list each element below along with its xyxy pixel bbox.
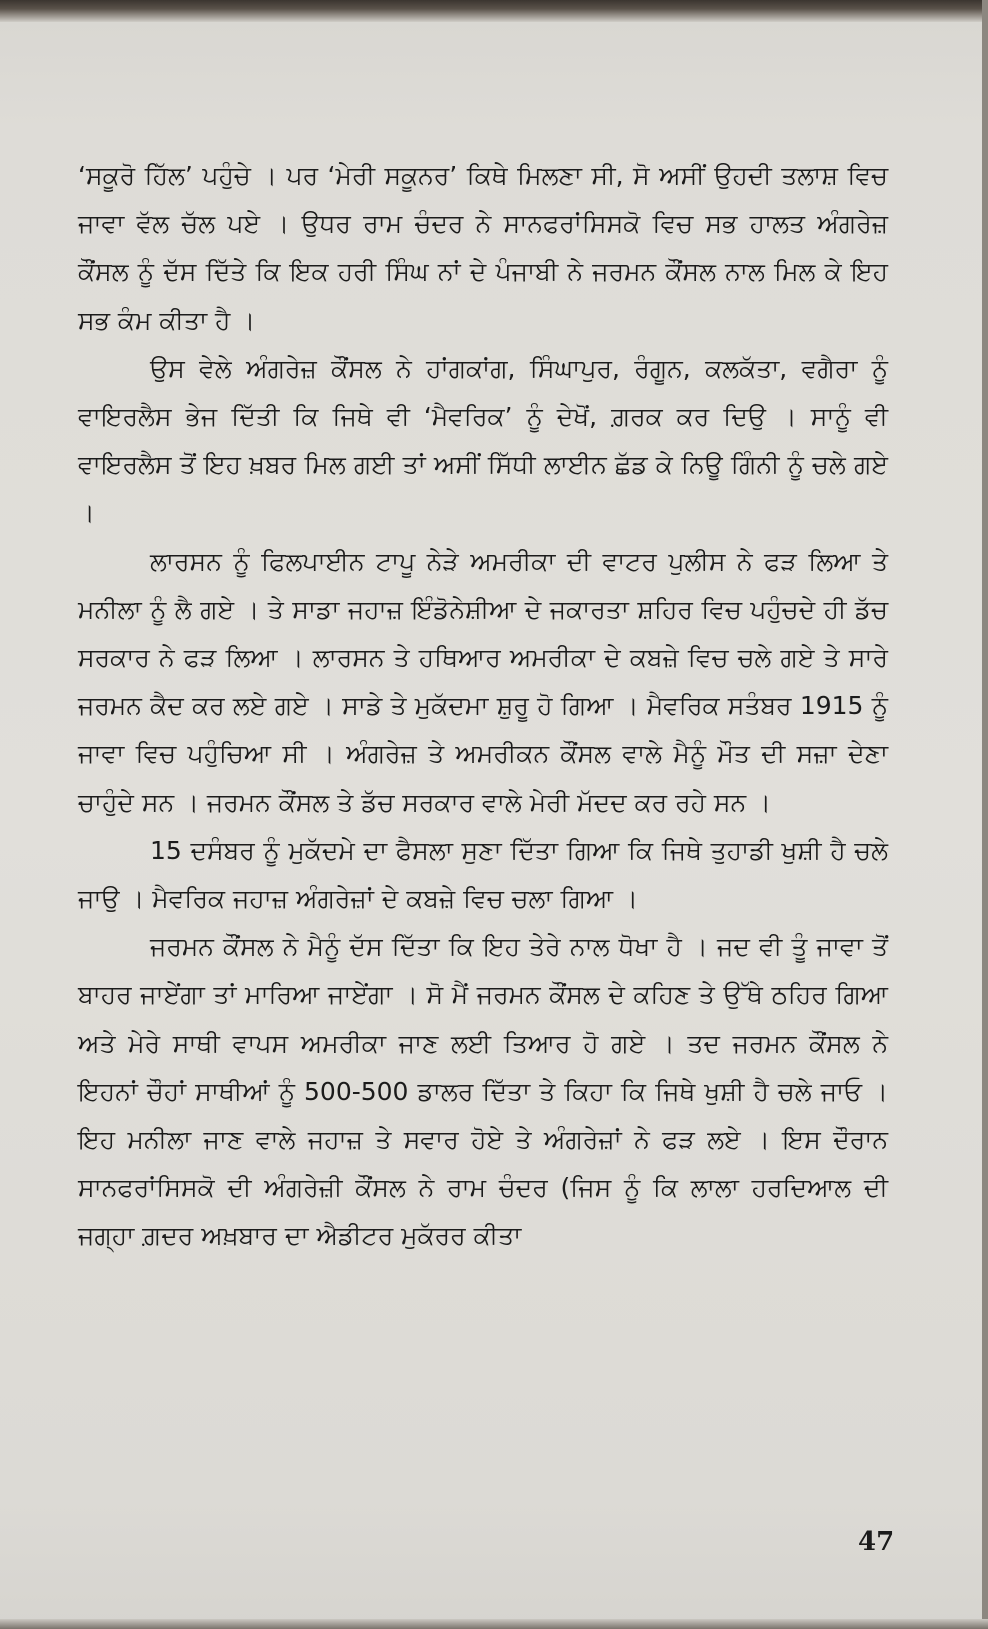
paragraph-1: ‘ਸਕੂਰੋ ਹਿੱਲ’ ਪਹੁੰਚੇ । ਪਰ ‘ਮੇਰੀ ਸਕੂਨਰ’ ਕਿਥੇ ਮਿਲਣਾ ਸੀ, ਸੋ ਅਸੀਂ ਉਹਦੀ ਤਲਾਸ਼ ਵਿਚ ਜਾਵਾ ਵੱਲ ਚੱਲ ਪਏ । ਉਧਰ ਰਾਮ ਚੰਦਰ ਨੇ ਸਾਨਫਰਾਂਸਿਸਕੋ ਵਿਚ ਸਭ ਹਾਲਤ ਅੰਗਰੇਜ਼ ਕੌਂਸਲ ਨੂੰ ਦੱਸ ਦਿੱਤੇ ਕਿ ਇਕ ਹਰੀ ਸਿੰਘ ਨਾਂ ਦੇ ਪੰਜਾਬੀ ਨੇ ਜਰਮਨ ਕੌਂਸਲ ਨਾਲ ਮਿਲ ਕੇ ਇਹ ਸਭ ਕੰਮ ਕੀਤਾ ਹੈ । (78, 161, 888, 335)
page-top-edge (0, 0, 988, 22)
page-number: 47 (858, 1527, 895, 1557)
page-bottom-edge (0, 1619, 988, 1629)
paragraph-5: ਜਰਮਨ ਕੌਂਸਲ ਨੇ ਮੈਨੂੰ ਦੱਸ ਦਿੱਤਾ ਕਿ ਇਹ ਤੇਰੇ ਨਾਲ ਧੋਖਾ ਹੈ । ਜਦ ਵੀ ਤੂੰ ਜਾਵਾ ਤੋਂ ਬਾਹਰ ਜਾਏਂਗਾ ਤਾਂ ਮਾਰਿਆ ਜਾਏਂਗਾ । ਸੋ ਮੈਂ ਜਰਮਨ ਕੌਂਸਲ ਦੇ ਕਹਿਣ ਤੇ ਉੱਥੇ ਠਹਿਰ ਗਿਆ ਅਤੇ ਮੇਰੇ ਸਾਥੀ ਵਾਪਸ ਅਮਰੀਕਾ ਜਾਣ ਲਈ ਤਿਆਰ ਹੋ ਗਏ । ਤਦ ਜਰਮਨ ਕੌਂਸਲ ਨੇ ਇਹਨਾਂ ਚੌਹਾਂ ਸਾਥੀਆਂ ਨੂੰ 500-500 ਡਾਲਰ ਦਿੱਤਾ ਤੇ ਕਿਹਾ ਕਿ ਜਿਥੇ ਖੁਸ਼ੀ ਹੈ ਚਲੇ ਜਾਓ । ਇਹ ਮਨੀਲਾ ਜਾਣ ਵਾਲੇ ਜਹਾਜ਼ ਤੇ ਸਵਾਰ ਹੋਏ ਤੇ ਅੰਗਰੇਜ਼ਾਂ ਨੇ ਫੜ ਲਏ । ਇਸ ਦੌਰਾਨ ਸਾਨਫਰਾਂਸਿਸਕੋ ਦੀ ਅੰਗਰੇਜ਼ੀ ਕੌਂਸਲ ਨੇ ਰਾਮ ਚੰਦਰ (ਜਿਸ ਨੂੰ ਕਿ ਲਾਲਾ ਹਰਦਿਆਲ ਦੀ ਜਗ੍ਹਾ ਗ਼ਦਰ ਅਖ਼ਬਾਰ ਦਾ ਐਡੀਟਰ ਮੁਕੱਰਰ ਕੀਤਾ (78, 932, 888, 1251)
paragraph-4: 15 ਦਸੰਬਰ ਨੂੰ ਮੁਕੱਦਮੇ ਦਾ ਫੈਸਲਾ ਸੁਣਾ ਦਿੱਤਾ ਗਿਆ ਕਿ ਜਿਥੇ ਤੁਹਾਡੀ ਖੁਸ਼ੀ ਹੈ ਚਲੇ ਜਾਉ । ਮੈਵਰਿਕ ਜਹਾਜ਼ ਅੰਗਰੇਜ਼ਾਂ ਦੇ ਕਬਜ਼ੇ ਵਿਚ ਚਲਾ ਗਿਆ । (78, 835, 888, 914)
paragraph-3: ਲਾਰਸਨ ਨੂੰ ਫਿਲਪਾਈਨ ਟਾਪੂ ਨੇੜੇ ਅਮਰੀਕਾ ਦੀ ਵਾਟਰ ਪੁਲੀਸ ਨੇ ਫੜ ਲਿਆ ਤੇ ਮਨੀਲਾ ਨੂੰ ਲੈ ਗਏ । ਤੇ ਸਾਡਾ ਜਹਾਜ਼ ਇੰਡੋਨੇਸ਼ੀਆ ਦੇ ਜਕਾਰਤਾ ਸ਼ਹਿਰ ਵਿਚ ਪਹੁੰਚਦੇ ਹੀ ਡੱਚ ਸਰਕਾਰ ਨੇ ਫੜ ਲਿਆ । ਲਾਰਸਨ ਤੇ ਹਥਿਆਰ ਅਮਰੀਕਾ ਦੇ ਕਬਜ਼ੇ ਵਿਚ ਚਲੇ ਗਏ ਤੇ ਸਾਰੇ ਜਰਮਨ ਕੈਦ ਕਰ ਲਏ ਗਏ । ਸਾਡੇ ਤੇ ਮੁਕੱਦਮਾ ਸ਼ੁਰੂ ਹੋ ਗਿਆ । ਮੈਵਰਿਕ ਸਤੰਬਰ 1915 ਨੂੰ ਜਾਵਾ ਵਿਚ ਪਹੁੰਚਿਆ ਸੀ । ਅੰਗਰੇਜ਼ ਤੇ ਅਮਰੀਕਨ ਕੌਂਸਲ ਵਾਲੇ ਮੈਨੂੰ ਮੌਤ ਦੀ ਸਜ਼ਾ ਦੇਣਾ ਚਾਹੁੰਦੇ ਸਨ । ਜਰਮਨ ਕੌਂਸਲ ਤੇ ਡੱਚ ਸਰਕਾਰ ਵਾਲੇ ਮੇਰੀ ਮੱਦਦ ਕਰ ਰਹੇ ਸਨ । (78, 546, 888, 817)
paragraph-2: ਉਸ ਵੇਲੇ ਅੰਗਰੇਜ਼ ਕੌਂਸਲ ਨੇ ਹਾਂਗਕਾਂਗ, ਸਿੰਘਾਪੁਰ, ਰੰਗੂਨ, ਕਲਕੱਤਾ, ਵਗੈਰਾ ਨੂੰ ਵਾਇਰਲੈਸ ਭੇਜ ਦਿੱਤੀ ਕਿ ਜਿਥੇ ਵੀ ‘ਮੈਵਰਿਕ’ ਨੂੰ ਦੇਖੋਂ, ਗ਼ਰਕ ਕਰ ਦਿਉ । ਸਾਨੂੰ ਵੀ ਵਾਇਰਲੈਸ ਤੋਂ ਇਹ ਖ਼ਬਰ ਮਿਲ ਗਈ ਤਾਂ ਅਸੀਂ ਸਿੱਧੀ ਲਾਈਨ ਛੱਡ ਕੇ ਨਿਊ ਗਿੰਨੀ ਨੂੰ ਚਲੇ ਗਏ । (78, 353, 888, 528)
body-text (78, 152, 888, 1261)
page-right-edge (982, 0, 988, 1629)
